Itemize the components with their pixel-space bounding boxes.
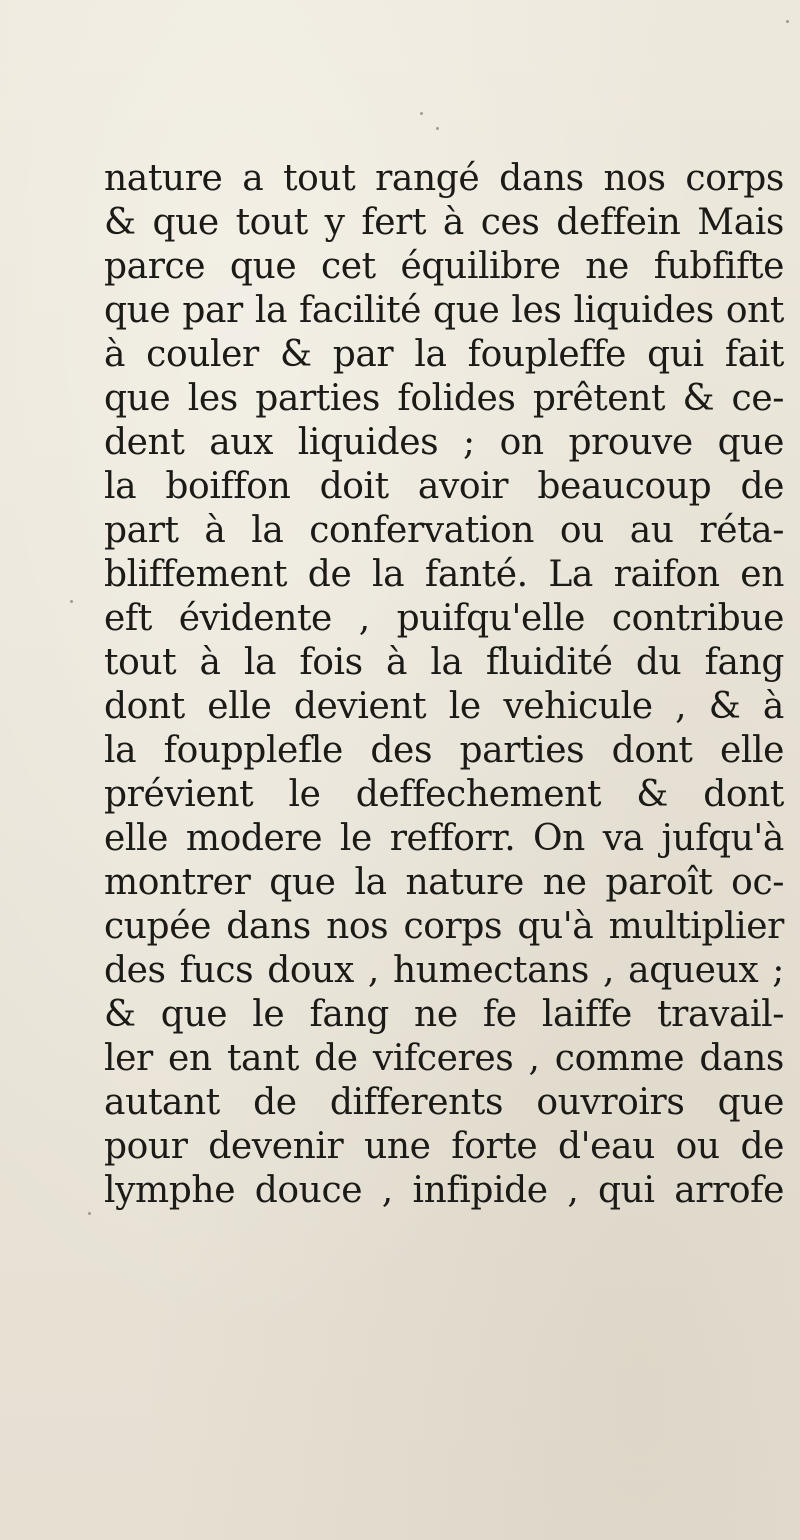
text-line-21: ler en tant de vifceres , comme dans: [104, 1038, 784, 1079]
text-line-2: & que tout y fert à ces deffein Mais: [104, 202, 784, 243]
text-line-7: dent aux liquides ; on prouve que: [104, 422, 784, 463]
text-line-11: eft évidente , puifqu'elle contribue: [104, 598, 784, 639]
text-line-9: part à la confervation ou au réta-: [104, 510, 784, 551]
text-line-5: à couler & par la foupleffe qui fait: [104, 334, 784, 375]
text-line-14: la foupplefle des parties dont elle: [104, 730, 784, 771]
body-text: [104, 157, 784, 1213]
text-line-13: dont elle devient le vehicule , & à: [104, 686, 784, 727]
ink-speck: [70, 600, 73, 603]
text-line-1: nature a tout rangé dans nos corps: [104, 158, 784, 199]
ink-speck: [88, 1212, 91, 1215]
ink-speck: [436, 127, 439, 130]
ink-speck: [786, 20, 789, 23]
text-line-10: bliffement de la fanté. La raifon en: [104, 554, 784, 595]
text-line-20: & que le fang ne fe laiffe travail-: [104, 994, 784, 1035]
text-line-8: la boiffon doit avoir beaucoup de: [104, 466, 784, 507]
text-line-16: elle modere le refforr. On va jufqu'à: [104, 818, 784, 859]
text-line-23: pour devenir une forte d'eau ou de: [104, 1126, 784, 1167]
text-line-22: autant de differents ouvroirs que: [104, 1082, 784, 1123]
text-line-24: lymphe douce , infipide , qui arrofe: [104, 1170, 784, 1211]
text-line-3: parce que cet équilibre ne fubfifte: [104, 246, 784, 287]
text-line-4: que par la facilité que les liquides ont: [104, 290, 784, 331]
text-line-12: tout à la fois à la fluidité du fang: [104, 642, 784, 683]
text-line-17: montrer que la nature ne paroît oc-: [104, 862, 784, 903]
text-line-18: cupée dans nos corps qu'à multiplier: [104, 906, 784, 947]
ink-speck: [420, 112, 423, 115]
text-line-19: des fucs doux , humectans , aqueux ;: [104, 950, 784, 991]
text-line-15: prévient le deffechement & dont: [104, 774, 784, 815]
text-line-6: que les parties folides prêtent & ce-: [104, 378, 784, 419]
